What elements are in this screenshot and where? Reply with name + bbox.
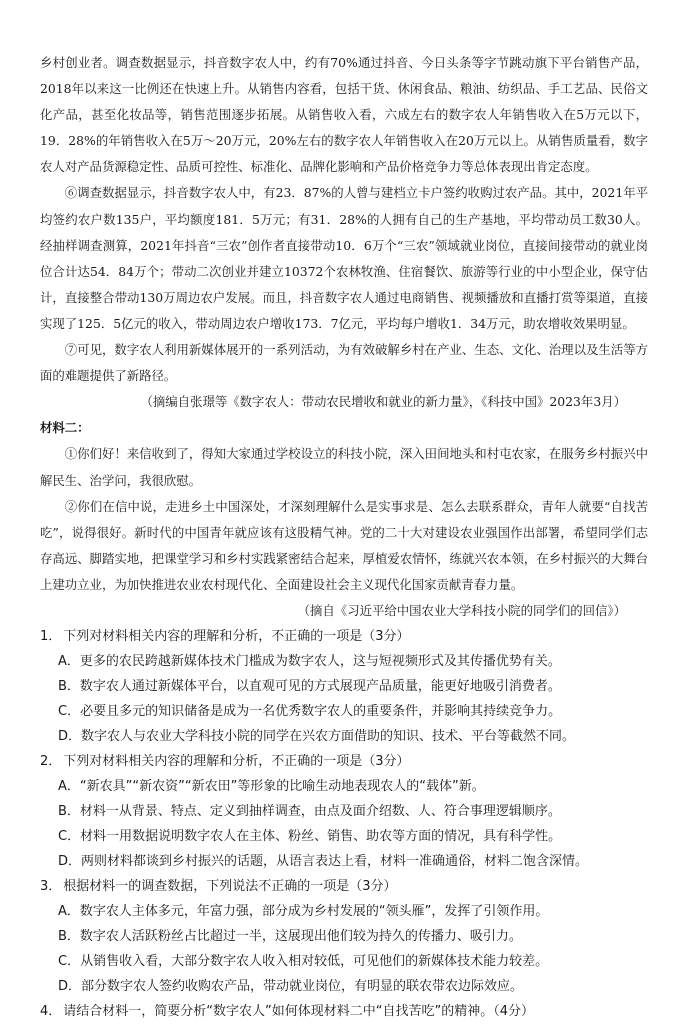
material-one-paragraph-continued: 乡村创业者。调查数据显示，抖音数字农人中，约有70%通过抖音、今日头条等字节跳动旗下平台销售产品，2018年以来这一比例还在快速上升。从销售内容看，包括干货、休闲食品、粮油、纺织品、手工艺品、民俗文化产品，甚至化妆品等，销售范围逐步拓展。从销售收入看，六成左右的数字农人年销售收入在5万元以下，19．28%的年销售收入在5万～20万元，20%左右的数字农人年销售收入在20万元以上。从销售质量看，数字农人对产品货源稳定性、品质可控性、标准化、品牌化影响和产品价格竞争力等总体表现出肯定态度。 bbox=[40, 55, 648, 175]
option-d[interactable]: D．部分数字农人签约收购农产品，带动就业岗位，有明显的联农带农边际效应。 bbox=[58, 979, 524, 995]
option-a[interactable]: A．“新农具”“新农资”“新农田”等形象的比喻生动地表现农人的“载体”新。 bbox=[58, 779, 485, 795]
material-two-paragraph-1: ①你们好！来信收到了，得知大家通过学校设立的科技小院，深入田间地头和村屯农家，在服务乡村振兴中解民生、治学问，我很欣慰。 bbox=[40, 446, 648, 488]
question-number: 1． bbox=[40, 629, 62, 645]
question-2 bbox=[40, 749, 648, 874]
option-c[interactable]: C．从销售收入看，大部分数字农人收入相对较低，可见他们的新媒体技术能力较差。 bbox=[58, 954, 549, 970]
question-number: 4． bbox=[40, 1004, 62, 1020]
question-number: 2． bbox=[40, 754, 62, 770]
question-stem: 下列对材料相关内容的理解和分析，不正确的一项是（3分） bbox=[63, 754, 410, 770]
option-a[interactable]: A．数字农人主体多元，年富力强，部分成为乡村发展的“领头雁”，发挥了引领作用。 bbox=[58, 904, 549, 920]
question-3 bbox=[40, 874, 648, 999]
option-d[interactable]: D．数字农人与农业大学科技小院的同学在兴农方面借助的知识、技术、平台等截然不同。 bbox=[58, 729, 576, 745]
questions-section bbox=[40, 624, 648, 1024]
material-two-section bbox=[40, 415, 648, 624]
material-one-paragraph-6: ⑥调查数据显示，抖音数字农人中，有23．87%的人曾与建档立卡户签约收购过农产品。其中，2021年平均签约农户数135户，平均额度181．5万元；有31．28%的人拥有自己的生产基地，平均带动员工数30人。经抽样调查测算，2021年抖音“三农”创作者直接带动10．6万个“三农”领域就业岗位，直接间接带动的就业岗位合计达54．84万个；带动二次创业并建立10372个农林牧渔、住宿餐饮、旅游等行业的中小型企业，保守估计，直接整合带动130万周边农户发展。而且，抖音数字农人通过电商销售、视频播放和直播打赏等渠道，直接实现了125．5亿元的收入，带动周边农户增收173．7亿元，平均每户增收1．34万元，助农增收效果明显。 bbox=[40, 185, 648, 331]
question-stem: 请结合材料一，简要分析“数字农人”如何体现材料二中“自找苦吃”的精神。（4分） bbox=[63, 1004, 534, 1020]
question-4 bbox=[40, 999, 648, 1024]
material-two-paragraph-2: ②你们在信中说，走进乡土中国深处，才深刻理解什么是实事求是、怎么去联系群众，青年人就要“自找苦吃”，说得很好。新时代的中国青年就应该有这股精气神。党的二十大对建设农业强国作出部署，希望同学们志存高远、脚踏实地，把课堂学习和乡村实践紧密结合起来，厚植爱农情怀，练就兴农本领，在乡村振兴的大舞台上建功立业，为加快推进农业农村现代化、全面建设社会主义现代化国家贡献青春力量。 bbox=[40, 498, 648, 592]
material-one-paragraph-7: ⑦可见，数字农人利用新媒体展开的一系列活动，为有效破解乡村在产业、生态、文化、治理以及生活等方面的难题提供了新路径。 bbox=[40, 342, 648, 384]
question-stem: 下列对材料相关内容的理解和分析，不正确的一项是（3分） bbox=[63, 629, 410, 645]
option-c[interactable]: C．材料一用数据说明数字农人在主体、粉丝、销售、助农等方面的情况，具有科学性。 bbox=[58, 829, 562, 845]
option-b[interactable]: B．材料一从背景、特点、定义到抽样调查，由点及面介绍数、人、符合事理逻辑顺序。 bbox=[58, 804, 561, 820]
option-b[interactable]: B．数字农人通过新媒体平台，以直观可见的方式展现产品质量，能更好地吸引消费者。 bbox=[58, 679, 561, 695]
material-one-source: （摘编自张璟等《数字农人：带动农民增收和就业的新力量》，《科技中国》2023年3月） bbox=[140, 394, 626, 410]
material-two-source: （摘自《习近平给中国农业大学科技小院的同学们的回信》） bbox=[297, 602, 626, 618]
question-1 bbox=[40, 624, 648, 749]
option-c[interactable]: C．必要且多元的知识储备是成为一名优秀数字农人的重要条件，并影响其持续竞争力。 bbox=[58, 704, 562, 720]
option-a[interactable]: A．更多的农民跨越新媒体技术门槛成为数字农人，这与短视频形式及其传播优势有关。 bbox=[58, 654, 561, 670]
question-number: 3． bbox=[40, 879, 62, 895]
option-d[interactable]: D．两则材料都谈到乡村振兴的话题，从语言表达上看，材料一准确通俗，材料二饱含深情。 bbox=[58, 854, 589, 870]
material-two-title: 材料二： bbox=[40, 420, 90, 436]
material-one-section bbox=[40, 50, 648, 415]
option-b[interactable]: B．数字农人活跃粉丝占比超过一半，这展现出他们较为持久的传播力、吸引力。 bbox=[58, 929, 522, 945]
question-stem: 根据材料一的调查数据，下列说法不正确的一项是（3分） bbox=[63, 879, 397, 895]
